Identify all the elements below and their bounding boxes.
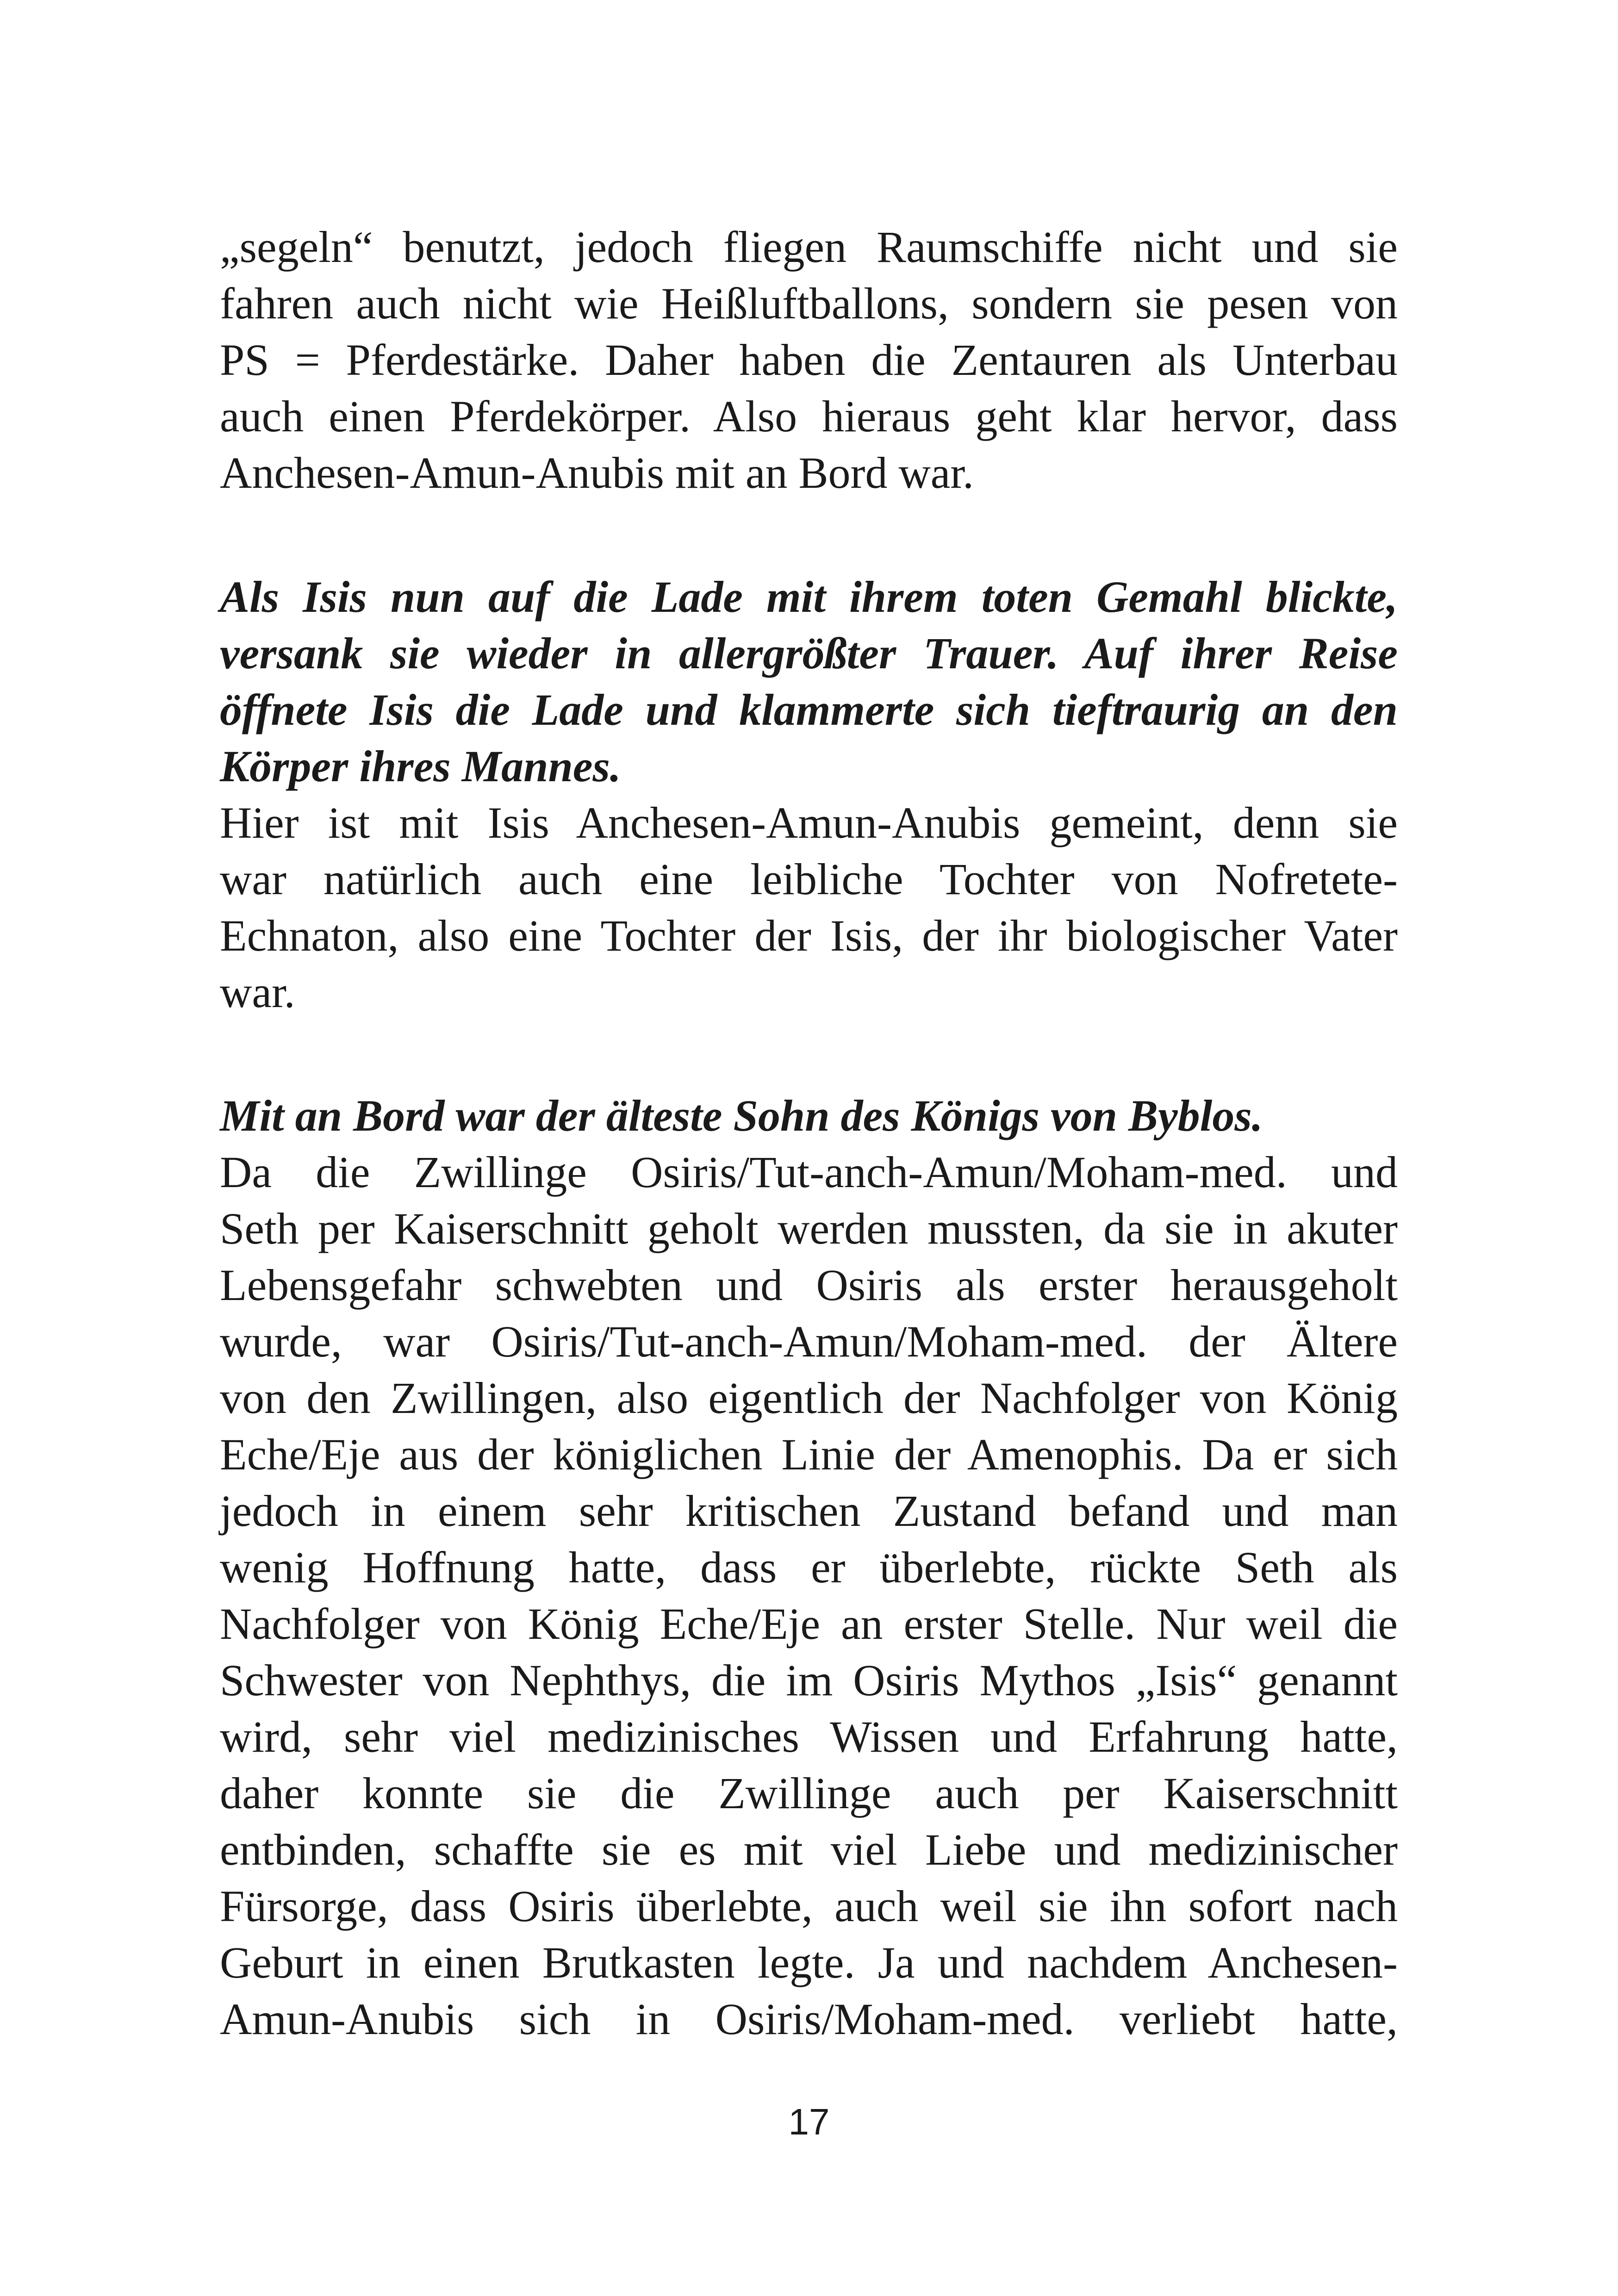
text-line: Schwester von Nephthys, die im Osiris Mythos „Isis“ genannt <box>220 1655 1398 1705</box>
text-line: Eche/Eje aus der königlichen Linie der Amenophis. Da er sich <box>220 1430 1398 1479</box>
text-line: Geburt in einen Brutkasten legte. Ja und nachdem Anchesen- <box>220 1938 1398 1987</box>
quote-line: öffnete Isis die Lade und klammerte sich tieftraurig an den <box>220 685 1398 734</box>
text-line: Nachfolger von König Eche/Eje an erster Stelle. Nur weil die <box>220 1599 1398 1649</box>
page-number: 17 <box>788 2101 830 2142</box>
text-line: „segeln“ benutzt, jedoch fliegen Raumschiffe nicht und sie <box>220 222 1398 272</box>
text-line: fahren auch nicht wie Heißluftballons, sondern sie pesen von <box>220 279 1398 328</box>
text-line: auch einen Pferdekörper. Also hieraus geht klar hervor, dass <box>220 392 1398 441</box>
paragraph-isis-lade <box>220 569 1398 1020</box>
text-line: Echnaton, also eine Tochter der Isis, der ihr biologischer Vater <box>220 911 1398 960</box>
text-line: wurde, war Osiris/Tut-anch-Amun/Moham-med. der Ältere <box>220 1317 1398 1366</box>
text-line: von den Zwillingen, also eigentlich der Nachfolger von König <box>220 1373 1398 1423</box>
text-line: wenig Hoffnung hatte, dass er überlebte, rückte Seth als <box>220 1543 1398 1592</box>
paragraph-segeln <box>220 219 1398 501</box>
text-line: Hier ist mit Isis Anchesen-Amun-Anubis gemeint, denn sie <box>220 798 1398 847</box>
quote-line: Mit an Bord war der älteste Sohn des Königs von Byblos. <box>220 1091 1263 1140</box>
text-line: Amun-Anubis sich in Osiris/Moham-med. verliebt hatte, <box>220 1994 1398 2044</box>
text-line: Lebensgefahr schwebten und Osiris als erster herausgeholt <box>220 1260 1398 1310</box>
text-line: wird, sehr viel medizinisches Wissen und Erfahrung hatte, <box>220 1712 1398 1761</box>
text-line: entbinden, schaffte sie es mit viel Liebe und medizinischer <box>220 1825 1398 1874</box>
paragraph-byblos <box>220 1088 1398 2047</box>
quote-line: Körper ihres Mannes. <box>220 741 621 791</box>
quote-line: Als Isis nun auf die Lade mit ihrem toten Gemahl blickte, <box>220 572 1398 622</box>
text-line: war natürlich auch eine leibliche Tochter von Nofretete- <box>220 854 1398 904</box>
text-line: PS = Pferdestärke. Daher haben die Zentauren als Unterbau <box>220 335 1398 385</box>
text-line: Anchesen-Amun-Anubis mit an Bord war. <box>220 448 974 498</box>
text-line: daher konnte sie die Zwillinge auch per Kaiserschnitt <box>220 1768 1398 1818</box>
text-line: Fürsorge, dass Osiris überlebte, auch weil sie ihn sofort nach <box>220 1881 1398 1931</box>
text-line: Seth per Kaiserschnitt geholt werden mussten, da sie in akuter <box>220 1204 1398 1253</box>
quote-line: versank sie wieder in allergrößter Trauer. Auf ihrer Reise <box>220 628 1398 678</box>
text-line: war. <box>220 967 295 1017</box>
text-line: Da die Zwillinge Osiris/Tut-anch-Amun/Moham-med. und <box>220 1147 1398 1197</box>
text-line: jedoch in einem sehr kritischen Zustand befand und man <box>220 1486 1398 1536</box>
